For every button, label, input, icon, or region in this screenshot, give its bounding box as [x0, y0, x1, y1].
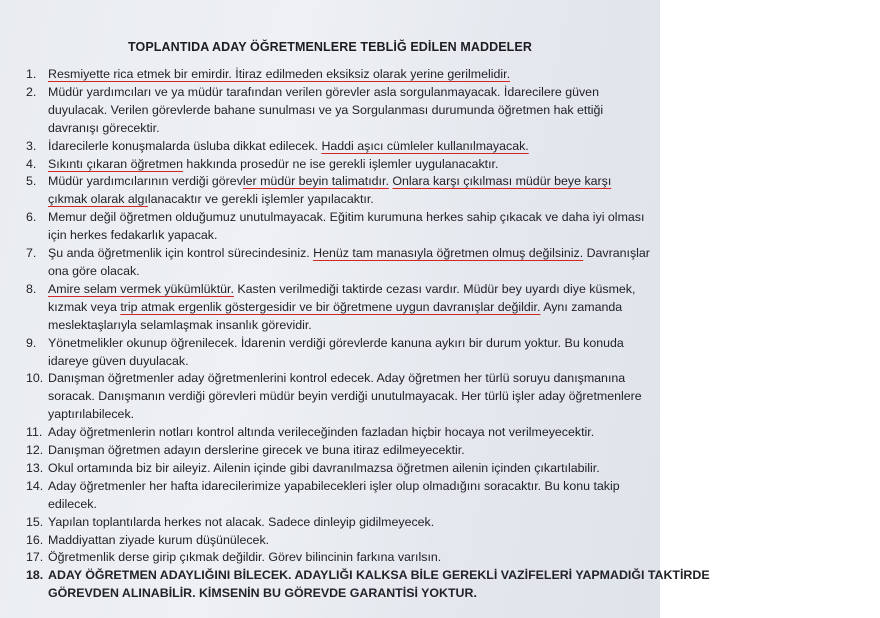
item-text: Müdür yardımcılarının verdiği görev	[48, 174, 243, 189]
item-text: Aday öğretmenlerin notları kontrol altında verileceğinden fazladan hiçbir hocaya not verilmeyecektir.	[48, 425, 595, 440]
item-line	[48, 496, 646, 514]
item-line	[48, 370, 646, 388]
item-line	[48, 191, 646, 209]
item-line	[48, 335, 646, 353]
item-line	[48, 317, 646, 335]
item-text: Şu anda öğretmenlik için kontrol sürecindesiniz.	[48, 246, 314, 261]
underlined-text: Sıkıntı çıkaran öğretmen	[48, 156, 183, 171]
item-line	[48, 424, 646, 442]
item-number: 17.	[26, 550, 44, 565]
item-number: 3.	[26, 138, 37, 153]
list-item	[26, 478, 646, 514]
list-item	[26, 209, 646, 245]
item-line	[48, 388, 646, 406]
item-line	[48, 281, 646, 299]
item-line	[48, 209, 646, 227]
item-line	[48, 138, 646, 156]
list-item	[26, 84, 646, 138]
item-line	[48, 84, 646, 102]
item-text: yaptırılabilecek.	[48, 407, 135, 422]
item-line	[48, 245, 650, 263]
item-line	[48, 442, 646, 460]
document-title: TOPLANTIDA ADAY ÖĞRETMENLERE TEBLİĞ EDİLEN MADDELER	[128, 40, 532, 54]
list-item	[26, 549, 646, 567]
underlined-text: çıkmak olarak algı	[48, 192, 148, 207]
item-text: ADAY ÖĞRETMEN ADAYLIĞINI BİLECEK. ADAYLIĞI KALKSA BİLE GEREKLİ VAZİFELERİ YAPMADIĞI TAKTİRDE	[48, 568, 710, 583]
item-number: 9.	[26, 335, 37, 350]
item-text: Okul ortamında biz bir aileyiz. Ailenin içinde gibi davranılmazsa öğretmen ailenin içinden çıkartılabilir.	[48, 460, 600, 475]
underlined-text: ler müdür beyin talimatıdır.	[242, 174, 389, 189]
underlined-text: Resmiyette rica etmek bir emirdir. İtiraz	[48, 67, 266, 81]
item-number: 12.	[26, 443, 44, 458]
list-item	[26, 156, 646, 174]
item-text: Danışman öğretmenler aday öğretmenlerini kontrol edecek. Aday öğretmen her türlü soruyu danışmanına	[48, 371, 626, 386]
item-line	[48, 478, 646, 496]
item-line	[48, 532, 646, 550]
list-item	[26, 567, 710, 603]
item-line	[48, 173, 646, 191]
item-text: meslektaşlarıyla selamlaşmak insanlık görevidir.	[48, 317, 312, 332]
item-line	[48, 460, 646, 478]
item-number: 13.	[26, 460, 44, 475]
item-line	[48, 299, 646, 317]
item-text: Davranışlar	[583, 246, 650, 261]
list-item	[26, 442, 646, 460]
list-item	[26, 281, 646, 335]
item-number: 18.	[26, 568, 44, 583]
item-number: 2.	[26, 84, 37, 99]
item-number: 11.	[26, 425, 43, 440]
list-item	[26, 173, 646, 209]
list-item	[26, 460, 646, 478]
item-number: 15.	[26, 514, 44, 529]
item-line	[48, 102, 646, 120]
item-line	[48, 156, 646, 174]
list-item	[26, 66, 646, 84]
item-text: Aday öğretmenler her hafta idarecilerimize yapabilecekleri işler olup olmadığını soracaktır. Bu konu takip	[48, 478, 620, 493]
item-number: 5.	[26, 174, 37, 189]
item-number: 10.	[26, 371, 44, 386]
item-text: Müdür yardımcıları ve ya müdür tarafından verilen görevler asla sorgulanmayacak. İdarecilere güven	[48, 84, 599, 99]
underlined-text: Henüz tam manasıyla öğretmen olmuş değilsiniz.	[313, 246, 584, 261]
item-number: 4.	[26, 156, 37, 171]
list-item	[26, 335, 646, 371]
underlined-text: trip atmak ergenlik göstergesidir ve bir öğretmene uygun davranışlar değildir.	[120, 299, 541, 314]
list-item	[26, 514, 646, 532]
list-item	[26, 245, 650, 281]
item-text: Maddiyattan ziyade kurum düşünülecek.	[48, 532, 270, 547]
item-text: için herkes fedakarlık yapacak.	[48, 228, 218, 243]
item-line	[48, 263, 646, 281]
item-text: Yapılan toplantılarda herkes not alacak. Sadece dinleyip gidilmeyecek.	[48, 514, 435, 529]
item-text: duyulacak. Verilen görevlerde bahane sunulması ve ya Sorgulanması durumunda öğretmen hak ettiği	[48, 102, 604, 117]
item-line	[48, 514, 646, 532]
item-number: 14.	[26, 478, 44, 493]
item-line	[48, 549, 646, 567]
item-text: hakkında prosedür ne ise gerekli işlemler uygulanacaktır.	[182, 156, 499, 171]
item-text: Kasten verilmediği taktirde cezası vardır. Müdür bey uyardı diye küsmek,	[233, 281, 636, 296]
underlined-text: Haddi aşıcı cümleler kullanılmayacak.	[321, 138, 529, 153]
item-line	[48, 406, 646, 424]
item-line	[48, 353, 646, 371]
underlined-text: edilmeden eksiksiz olarak yerine gerilmelidir.	[265, 67, 511, 81]
item-text: Aynı zamanda	[540, 299, 623, 314]
item-number: 6.	[26, 210, 37, 225]
item-text: idareye güven duyulacak.	[48, 353, 189, 368]
item-number: 8.	[26, 281, 37, 296]
item-text: Memur değil öğretmen olduğumuz unutulmayacak. Eğitim kurumuna herkes sahip çıkacak ve daha iyi olması	[48, 210, 645, 225]
item-text: GÖREVDEN ALINABİLİR. KİMSENİN BU GÖREVDE GARANTİSİ YOKTUR.	[48, 586, 477, 601]
item-text: davranışı görecektir.	[48, 120, 160, 135]
item-text: edilecek.	[48, 496, 97, 511]
list-item	[26, 424, 646, 442]
item-number: 16.	[26, 532, 44, 547]
item-line	[48, 227, 646, 245]
item-text: Yönetmelikler okunup öğrenilecek. İdarenin verdiği görevlerde kanuna aykırı bir durum yoktur. Bu konuda	[48, 335, 624, 350]
item-line	[48, 567, 710, 585]
list-item	[26, 370, 646, 424]
item-text: soracak. Danışmanın verdiği görevleri müdür beyin verdiği unutulmayacak. Her türlü işler aday öğretmenlere	[48, 389, 642, 404]
list-item	[26, 138, 646, 156]
item-text: lanacaktır ve gerekli işlemler yapılacaktır.	[147, 192, 374, 207]
underlined-text: Amire selam vermek yükümlüktür.	[48, 281, 234, 296]
item-number: 1.	[26, 67, 37, 81]
item-number: 7.	[26, 246, 37, 261]
item-text: Danışman öğretmen adayın derslerine girecek ve buna itiraz edilmeyecektir.	[48, 443, 465, 458]
item-text: kızmak veya	[48, 299, 121, 314]
item-text: Öğretmenlik derse girip çıkmak değildir. Görev bilincinin farkına varılsın.	[48, 550, 442, 565]
item-line	[48, 585, 646, 603]
item-text: ona göre olacak.	[48, 263, 140, 278]
list-item	[26, 532, 646, 550]
underlined-text: Onlara karşı çıkılması müdür beye karşı	[392, 174, 612, 189]
item-line	[48, 66, 646, 84]
item-text: İdarecilerle konuşmalarda üsluba dikkat edilecek.	[48, 138, 322, 153]
item-list	[26, 66, 710, 603]
item-line	[48, 120, 646, 138]
